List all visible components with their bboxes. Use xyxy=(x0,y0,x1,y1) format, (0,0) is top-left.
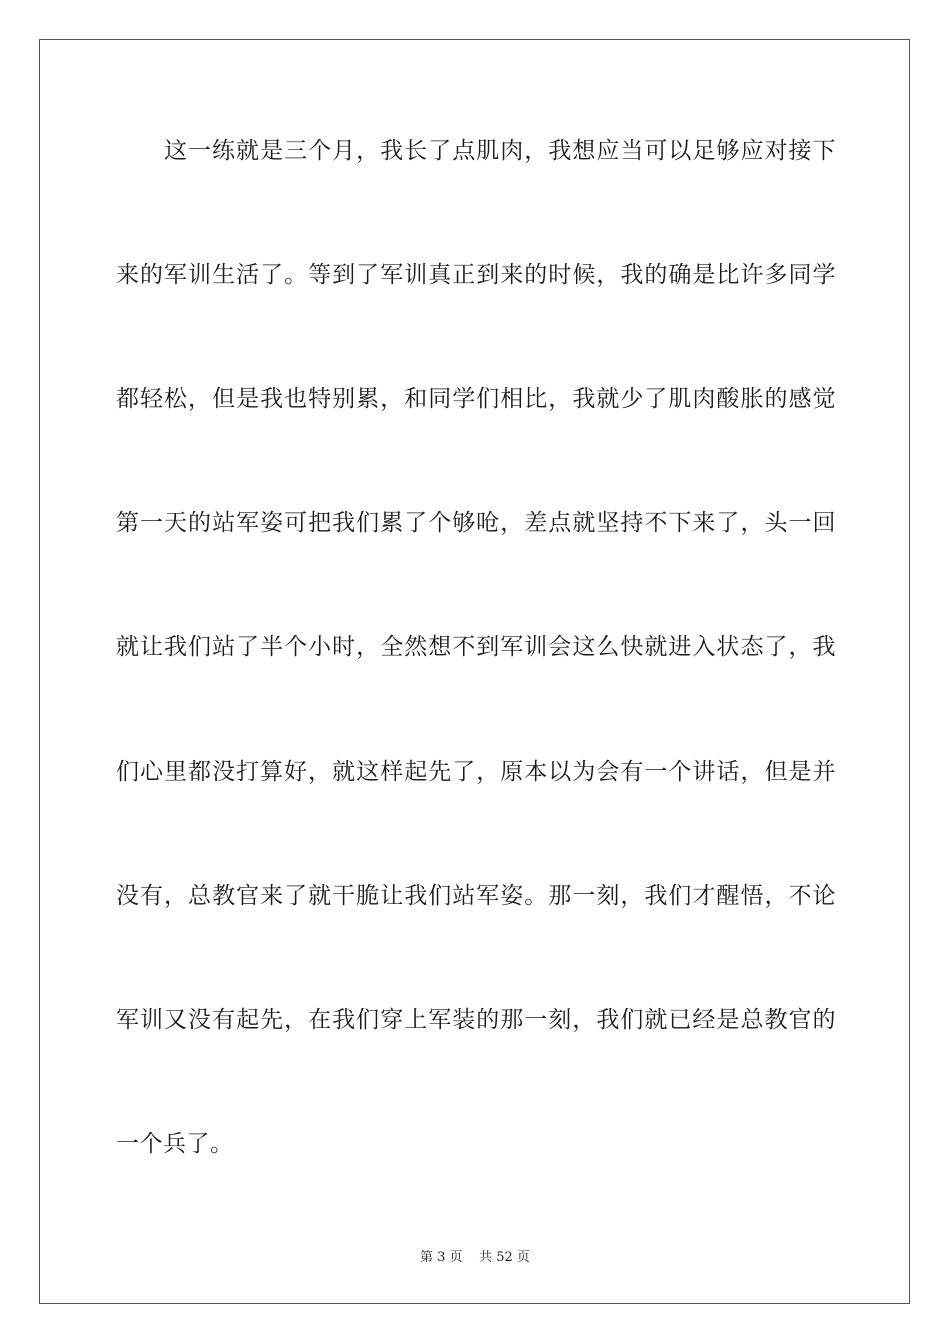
paragraph-line: 都轻松，但是我也特别累，和同学们相比，我就少了肌肉酸胀的感觉 xyxy=(116,386,836,412)
paragraph-line: 来的军训生活了。等到了军训真正到来的时候，我的确是比许多同学 xyxy=(116,262,836,288)
paragraph-line: 这一练就是三个月，我长了点肌肉，我想应当可以足够应对接下 xyxy=(164,138,836,164)
paragraph-line: 一个兵了。 xyxy=(116,1131,234,1157)
page-total: 共 52 页 xyxy=(479,1250,530,1265)
page-number: 第 3 页 xyxy=(420,1250,463,1265)
page-footer xyxy=(0,1248,950,1268)
paragraph-line: 第一天的站军姿可把我们累了个够呛，差点就坚持不下来了，头一回 xyxy=(116,510,836,536)
paragraph-line: 就让我们站了半个小时，全然想不到军训会这么快就进入状态了，我 xyxy=(116,634,836,660)
paragraph-line: 们心里都没打算好，就这样起先了，原本以为会有一个讲话，但是并 xyxy=(116,759,836,785)
page-border xyxy=(39,39,910,1304)
paragraph-line: 没有，总教官来了就干脆让我们站军姿。那一刻，我们才醒悟，不论 xyxy=(116,883,836,909)
paragraph-line: 军训又没有起先，在我们穿上军装的那一刻，我们就已经是总教官的 xyxy=(116,1007,836,1033)
